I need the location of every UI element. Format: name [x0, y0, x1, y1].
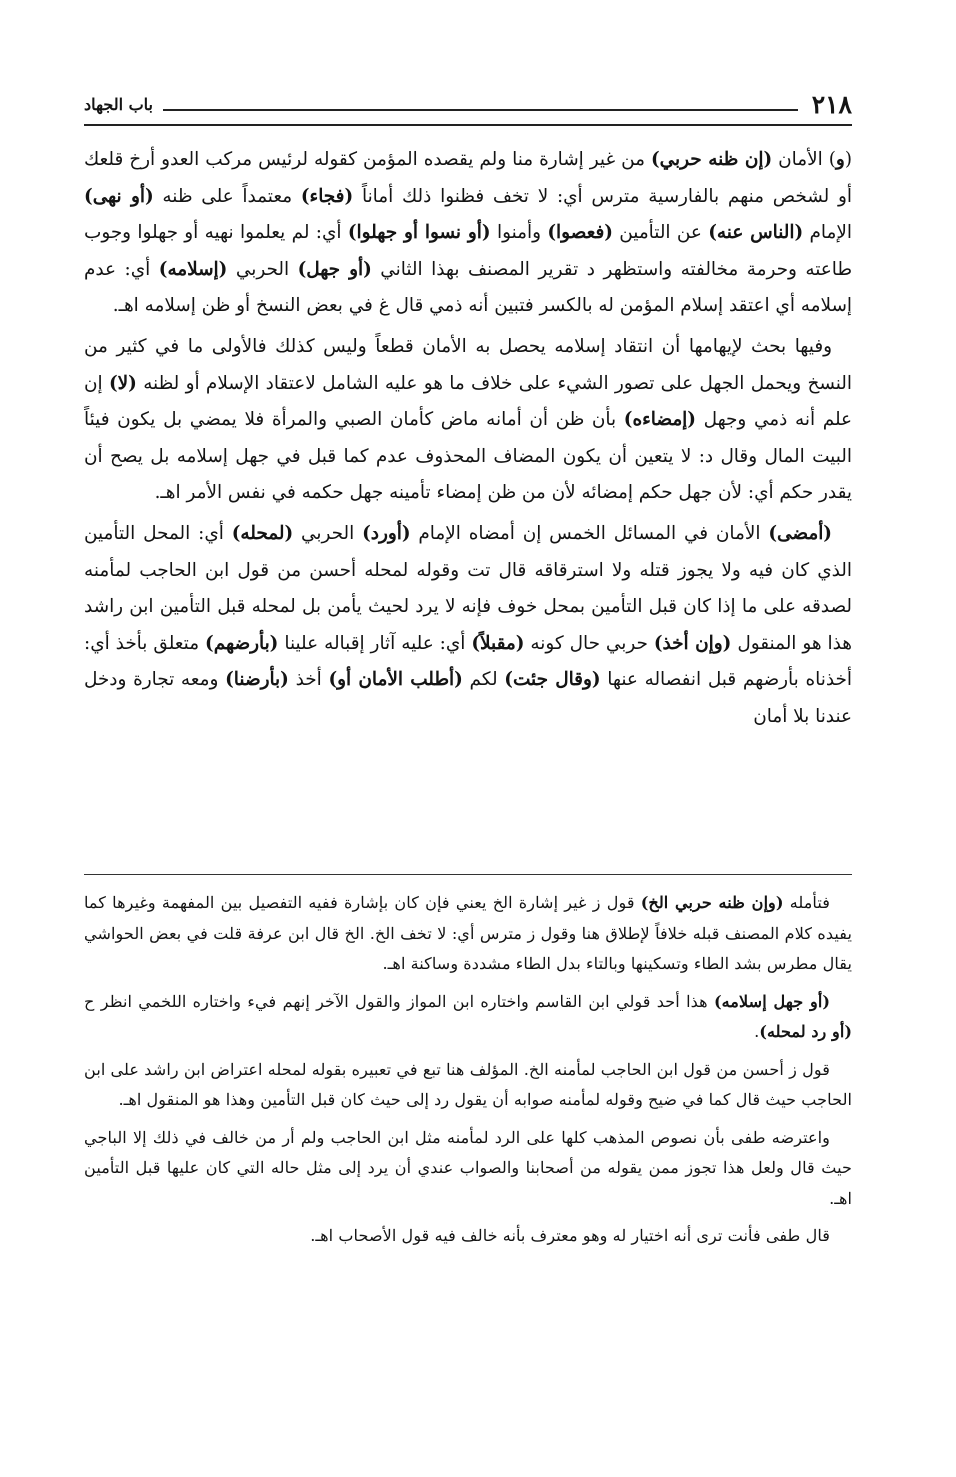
bold-term: (وإن أخذ)	[653, 632, 732, 654]
text-run: واعترضه طفى بأن نصوص المذهب كلها على الرد لمأمنه مثل ابن الحاجب ولم أر من خالف في ذلك إلا الباجي حيث قال ولعل هذا تجوز ممن يقوله من أصحابنا والصواب عندي أن يرد إلى مثل حاله التي كان عليها قبل التأمين اهـ.	[84, 1127, 852, 1208]
bold-term: (أو نهى)	[84, 185, 154, 207]
bold-term: و	[835, 149, 845, 170]
footnote-paragraph	[84, 888, 852, 980]
bold-term: (أمضى)	[768, 522, 832, 544]
chapter-title: باب الجهاد	[84, 94, 153, 114]
page-number: ٢١٨	[811, 89, 852, 119]
footnote-paragraph	[84, 1221, 852, 1252]
text-run: أخذ	[288, 669, 329, 691]
bold-term: (إن ظنه حربي)	[650, 149, 773, 170]
text-run: أي: عليه آثار إقباله علينا	[278, 632, 472, 654]
text-run: أي: لم يعلموا نهيه أو جهلوا وجوب طاعته وحرمة مخالفته واستظهر د تقرير المصنف بهذا الثاني	[84, 222, 853, 280]
footnote-paragraph	[84, 1055, 852, 1116]
bold-term: (بأرضنا)	[225, 669, 289, 691]
bold-term: (لمحله)	[231, 522, 294, 544]
text-run: إن علم أنه ذمي وجهل	[84, 372, 853, 431]
bold-term: (أو جهل إسلامه)	[713, 991, 830, 1011]
text-run: الحربي	[227, 258, 298, 280]
footnote-paragraph	[84, 987, 852, 1048]
text-run: متعلق بأخذ أي: أخذناه بأرضهم قبل انفصاله عنها	[84, 632, 852, 691]
text-run: لكم	[462, 669, 505, 691]
main-paragraph	[84, 142, 852, 325]
text-run: حربي حال كونه	[524, 632, 654, 654]
text-run: قول ز غير إشارة الخ يعني فإن كان بإشارة ففيه التفصيل بين المفهمة وغيرها كما يفيده كلام المصنف قبله خلافاً لإطلاق هنا وقول ز مترس أي: لا تخف الخ. الخ قال ابن عرفة قلت في بعض الحواشي يقال مطرس بشد الطاء وتسكينها وبالتاء بدل الطاء مشددة وساكنة اهـ.	[84, 893, 852, 973]
bold-term: (وقال جئت)	[504, 669, 601, 691]
text-run: معتمداً على ظنه	[153, 185, 301, 207]
bold-term: (وإن ظنه حربي الخ)	[640, 893, 784, 912]
text-run: (	[844, 149, 852, 170]
text-run: ومعه تجارة ودخل عندنا بلا أمان	[84, 669, 852, 727]
main-paragraph	[84, 329, 852, 512]
text-run: وفيها بحث لإيهامها أن انتقاد إسلامه يحصل به الأمان قطعاً وليس كذلك فالأولى ما في كثير من النسخ ويحمل الجهل على تصور الشيء على خلاف ما هو عليه الشامل لاعتقاد الإسلام أو لظنه	[84, 335, 852, 394]
text-run: الأمان في المسائل الخمس إن أمضاه الإمام	[410, 522, 769, 544]
text-run: هذا أحد قولي ابن القاسم واختاره ابن المواز والقول الآخر إنهم فيء واختاره اللخمي انظر ح	[84, 991, 714, 1011]
bold-term: (إمضاءه)	[623, 409, 696, 431]
footnote-separator	[84, 874, 852, 875]
bold-term: (أو نسوا أو جهلوا)	[347, 222, 491, 244]
text-run: قول ز أحسن من قول ابن الحاجب لمأمنه الخ. المؤلف هنا تبع في تعبيره بقوله لمحله اعتراض ابن راشد على ابن الحاجب حيث قال كما في ضيح وقوله لمأمنه صوابه أن يقول رد إلى حيث كان قبل التأمين وهذا هو المنقول اهـ.	[84, 1059, 852, 1109]
main-paragraph	[84, 516, 852, 736]
text-run: بأن ظن أن أمانه ماض كأمان الصبي والمرأة فلا يمضي بل يكون فيئاً البيت المال وقال د: لا يتعين أن يكون المضاف المحذوف عدم كما قبل في جهل إسلامه بل يصح أن يقدر حكم أي: لأن جهل حكم إمضائه لأن من ظن إمضاء تأمينه جهل حكمه في نفس الأمر اهـ.	[84, 409, 852, 504]
main-text	[84, 142, 852, 740]
bold-term: (مقبلاً)	[471, 632, 525, 654]
text-run: .	[754, 1022, 760, 1041]
text-run: ) الأمان	[772, 149, 836, 170]
bold-term: (فجاء)	[300, 185, 354, 207]
bold-term: (لا)	[108, 372, 137, 394]
bold-term: (أو جهل)	[297, 258, 372, 280]
text-run: عن التأمين	[612, 222, 709, 244]
text-run: الحربي	[293, 522, 363, 544]
bold-term: (أورد)	[362, 522, 411, 544]
text-run: أي: عدم إسلامه أي اعتقد إسلام المؤمن له بالكسر فتبين أنه ذمي قال غ في بعض النسخ أو ظن إسلامه اهـ.	[84, 258, 852, 317]
text-run: وأمنوا	[490, 222, 548, 244]
footnote-paragraph	[84, 1123, 852, 1215]
header-dash-line	[163, 109, 798, 111]
text-run: قال طفى فأنت ترى أنه اختيار له وهو معترف بأنه خالف فيه قول الأصحاب اهـ.	[310, 1226, 830, 1245]
running-header	[84, 86, 852, 122]
bold-term: (أو رد لمحله)	[759, 1022, 852, 1041]
bold-term: (بأرضهم)	[205, 632, 279, 654]
bold-term: (أطلب الأمان أو)	[328, 669, 463, 691]
footnotes	[84, 888, 852, 1259]
bold-term: (إسلامه)	[158, 258, 228, 280]
bold-term: (فعصوا)	[547, 222, 613, 244]
text-run: فتأمله	[783, 893, 830, 912]
text-run: من غير إشارة منا ولم يقصده المؤمن كقوله لرئيس مركب العدو أرخ قلعك أو لشخص منهم بالفارسية مترس أي: لا تخف فظنوا ذلك أماناً	[84, 149, 852, 207]
bold-term: (الناس عنه)	[708, 222, 804, 244]
text-run: الإمام	[803, 222, 852, 244]
text-run: أي: المحل التأمين الذي كان فيه ولا يجوز قتله ولا استرقاقه قال تت وقوله لمحله أحسن من قول ابن الحاجب لمأمنه لصدقه على ما إذا كان قبل التأمين بمحل خوف فإنه لا يرد لحيث يأمن بل لمحله قبل التأمين ابن راشد هذا هو المنقول	[84, 522, 853, 654]
header-rule	[84, 124, 852, 126]
